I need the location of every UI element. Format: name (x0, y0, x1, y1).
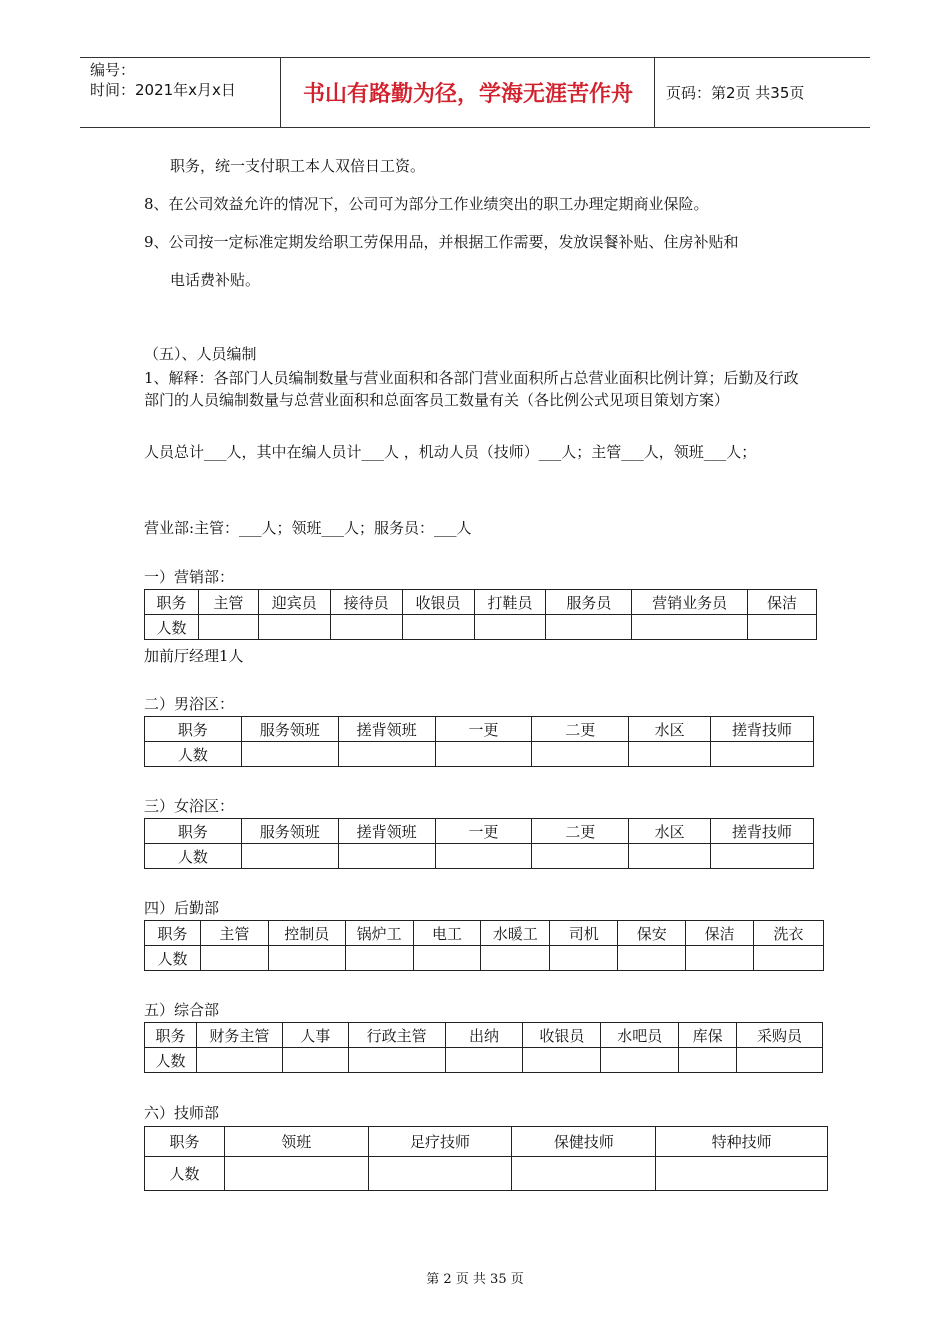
header-cell: 收银员 (402, 590, 474, 615)
header-cell: 服务员 (546, 590, 632, 615)
header-cell: 保洁 (748, 590, 817, 615)
count-cell[interactable] (629, 742, 711, 767)
count-cell[interactable] (268, 946, 345, 971)
page-header (80, 57, 870, 128)
business-staff: 营业部:主管：___人；领班___人；服务员：___人 (144, 519, 472, 537)
count-cell[interactable] (413, 946, 481, 971)
row-label: 人数 (145, 1048, 197, 1073)
paragraph: 9、公司按一定标准定期发给职工劳保用品，并根据工作需要，发放误餐补贴、住房补贴和 (144, 233, 739, 251)
header-cell: 主管 (198, 590, 258, 615)
count-cell[interactable] (618, 946, 686, 971)
header-cell: 职务 (145, 819, 242, 844)
header-page-info: 页码：第2页 共35页 (666, 84, 805, 102)
header-cell: 库保 (679, 1023, 737, 1048)
staff-table-men-bath (144, 716, 814, 767)
staff-table-logistics (144, 920, 824, 971)
table-title: 一）营销部： (144, 568, 235, 586)
count-cell[interactable] (532, 844, 629, 869)
header-cell: 水吧员 (601, 1023, 679, 1048)
header-cell: 水区 (629, 819, 711, 844)
header-cell: 收银员 (523, 1023, 601, 1048)
header-meta (90, 60, 236, 100)
count-cell[interactable] (198, 615, 258, 640)
time-label: 时间：2021年x月x日 (90, 81, 236, 99)
header-cell: 一更 (435, 717, 532, 742)
table-header-row (145, 921, 824, 946)
header-cell: 主管 (200, 921, 268, 946)
count-cell[interactable] (200, 946, 268, 971)
count-cell[interactable] (512, 1157, 656, 1191)
header-cell: 行政主管 (348, 1023, 445, 1048)
count-cell[interactable] (546, 615, 632, 640)
header-cell: 出纳 (445, 1023, 523, 1048)
header-cell: 二更 (532, 819, 629, 844)
count-cell[interactable] (686, 946, 754, 971)
table-row (145, 1157, 828, 1191)
table-header-row (145, 590, 817, 615)
count-cell[interactable] (196, 1048, 282, 1073)
header-cell: 保健技师 (512, 1127, 656, 1157)
header-cell: 电工 (413, 921, 481, 946)
table-title: 四）后勤部 (144, 899, 220, 917)
table-title: 二）男浴区： (144, 695, 235, 713)
header-cell: 职务 (145, 921, 201, 946)
table-row (145, 742, 814, 767)
count-cell[interactable] (474, 615, 546, 640)
header-cell: 接待员 (330, 590, 402, 615)
header-cell: 保安 (618, 921, 686, 946)
paragraph: 8、在公司效益允许的情况下，公司可为部分工作业绩突出的职工办理定期商业保险。 (144, 195, 709, 213)
header-cell: 水暖工 (481, 921, 550, 946)
table-title: 三）女浴区： (144, 797, 235, 815)
count-cell[interactable] (435, 844, 532, 869)
count-cell[interactable] (711, 742, 814, 767)
header-cell: 特种技师 (656, 1127, 828, 1157)
count-cell[interactable] (748, 615, 817, 640)
count-cell[interactable] (481, 946, 550, 971)
count-cell[interactable] (754, 946, 824, 971)
header-cell: 职务 (145, 1127, 225, 1157)
header-cell: 财务主管 (196, 1023, 282, 1048)
count-cell[interactable] (435, 742, 532, 767)
count-cell[interactable] (737, 1048, 823, 1073)
header-cell: 搓背技师 (711, 819, 814, 844)
table-note: 加前厅经理1人 (144, 647, 244, 665)
table-header-row (145, 717, 814, 742)
number-label: 编号： (90, 61, 136, 79)
row-label: 人数 (145, 1157, 225, 1191)
header-cell: 洗衣 (754, 921, 824, 946)
count-cell[interactable] (679, 1048, 737, 1073)
header-divider (280, 58, 281, 127)
header-divider (654, 58, 655, 127)
count-cell[interactable] (241, 742, 338, 767)
table-row (145, 615, 817, 640)
header-cell: 打鞋员 (474, 590, 546, 615)
header-cell: 保洁 (686, 921, 754, 946)
table-header-row (145, 1127, 828, 1157)
row-label: 人数 (145, 946, 201, 971)
row-label: 人数 (145, 615, 199, 640)
count-cell[interactable] (282, 1048, 348, 1073)
count-cell[interactable] (241, 844, 338, 869)
header-cell: 锅炉工 (345, 921, 413, 946)
header-cell: 职务 (145, 717, 242, 742)
header-cell: 领班 (224, 1127, 368, 1157)
header-cell: 司机 (550, 921, 618, 946)
count-cell[interactable] (368, 1157, 512, 1191)
table-title: 六）技师部 (144, 1104, 220, 1122)
count-cell[interactable] (345, 946, 413, 971)
count-cell[interactable] (445, 1048, 523, 1073)
header-cell: 搓背领班 (338, 819, 435, 844)
header-cell: 搓背领班 (338, 717, 435, 742)
count-cell[interactable] (224, 1157, 368, 1191)
header-cell: 迎宾员 (258, 590, 330, 615)
header-cell: 二更 (532, 717, 629, 742)
table-header-row (145, 819, 814, 844)
staff-table-women-bath (144, 818, 814, 869)
count-cell[interactable] (601, 1048, 679, 1073)
count-cell[interactable] (629, 844, 711, 869)
header-cell: 足疗技师 (368, 1127, 512, 1157)
header-cell: 营销业务员 (632, 590, 748, 615)
header-cell: 水区 (629, 717, 711, 742)
row-label: 人数 (145, 742, 242, 767)
staff-table-technicians (144, 1126, 828, 1191)
staff-table-general (144, 1022, 823, 1073)
count-cell[interactable] (338, 742, 435, 767)
table-title: 五）综合部 (144, 1001, 220, 1019)
header-cell: 一更 (435, 819, 532, 844)
count-cell[interactable] (711, 844, 814, 869)
table-header-row (145, 1023, 823, 1048)
count-cell[interactable] (330, 615, 402, 640)
header-motto: 书山有路勤为径，学海无涯苦作舟 (302, 82, 633, 107)
table-row (145, 844, 814, 869)
explanation: 1、解释：各部门人员编制数量与营业面积和各部门营业面积所占总营业面积比例计算；后勤及行政部门的人员编制数量与总营业面积和总面客员工数量有关（各比例公式见项目策划方案） (144, 369, 799, 409)
table-row (145, 946, 824, 971)
paragraph: 职务，统一支付职工本人双倍日工资。 (170, 157, 426, 175)
header-cell: 服务领班 (241, 819, 338, 844)
count-cell[interactable] (550, 946, 618, 971)
header-cell: 服务领班 (241, 717, 338, 742)
page-footer: 第 2 页 共 35 页 (426, 1272, 524, 1287)
staff-table-marketing (144, 589, 817, 640)
header-cell: 采购员 (737, 1023, 823, 1048)
table-row (145, 1048, 823, 1073)
row-label: 人数 (145, 844, 242, 869)
header-cell: 搓背技师 (711, 717, 814, 742)
header-cell: 控制员 (268, 921, 345, 946)
count-cell[interactable] (632, 615, 748, 640)
count-cell[interactable] (402, 615, 474, 640)
count-cell[interactable] (532, 742, 629, 767)
count-cell[interactable] (523, 1048, 601, 1073)
count-cell[interactable] (258, 615, 330, 640)
section-title: （五）、人员编制 (144, 345, 257, 363)
paragraph: 电话费补贴。 (170, 271, 261, 289)
count-cell[interactable] (656, 1157, 828, 1191)
header-cell: 职务 (145, 590, 199, 615)
staff-total: 人员总计___人，其中在编人员计___人 ，机动人员（技师）___人；主管___人，领班___人； (144, 443, 757, 461)
count-cell[interactable] (338, 844, 435, 869)
header-cell: 职务 (145, 1023, 197, 1048)
header-cell: 人事 (282, 1023, 348, 1048)
count-cell[interactable] (348, 1048, 445, 1073)
